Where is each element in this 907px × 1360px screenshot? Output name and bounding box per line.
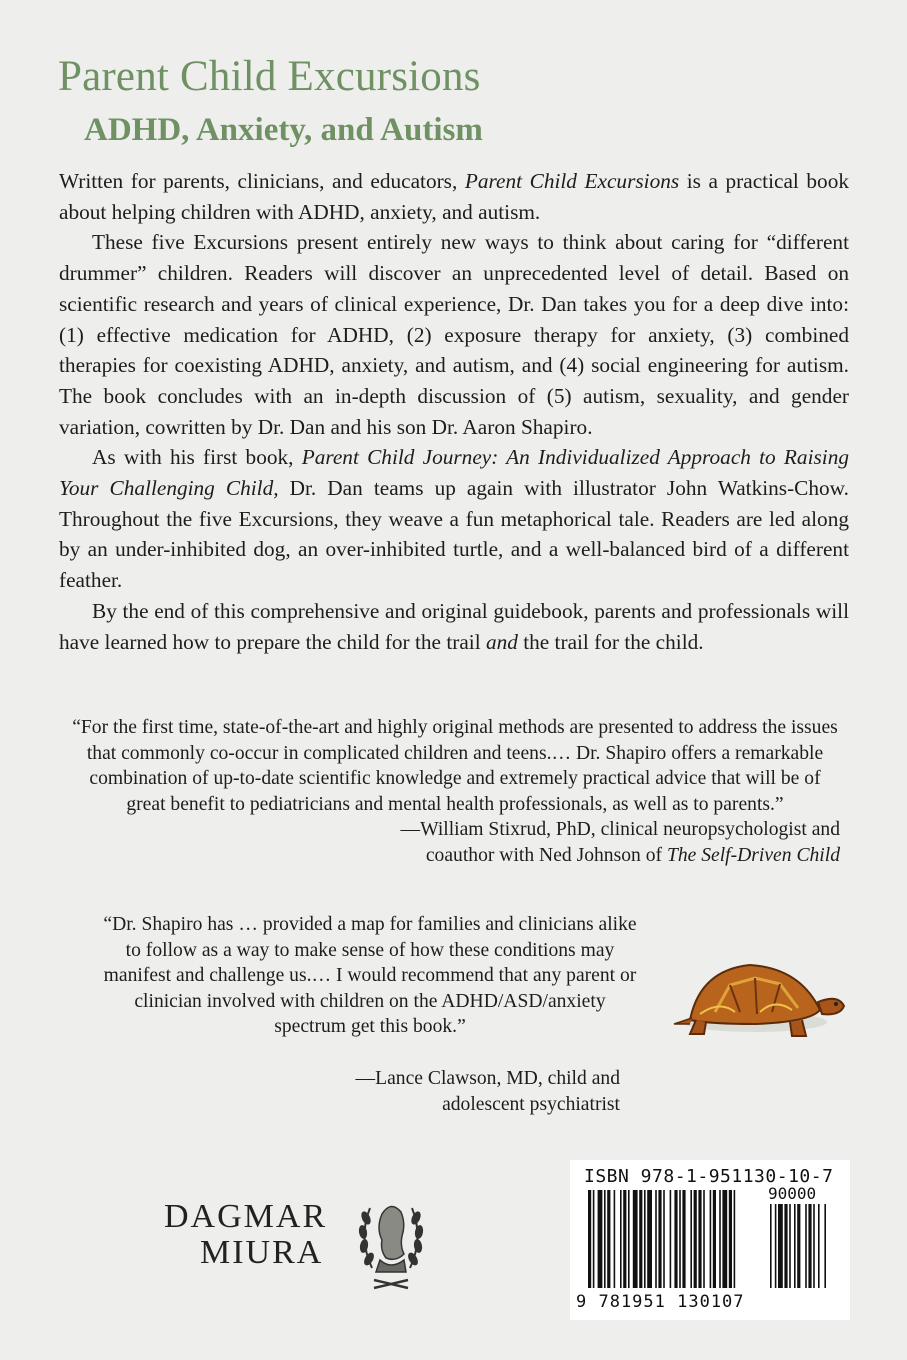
description-paragraph-4: By the end of this comprehensive and original guidebook, parents and professionals will have learned how to prepare the child for the trail and the trail for the child. xyxy=(59,598,849,654)
barcode-bar xyxy=(628,1190,630,1288)
isbn-label: ISBN 978-1-951130-10-7 xyxy=(584,1166,834,1187)
publisher-name-line-2: MIURA xyxy=(200,1234,324,1271)
barcode-bar xyxy=(770,1204,772,1288)
barcode-bar xyxy=(620,1190,622,1288)
barcode-bar xyxy=(679,1190,681,1288)
laurel-bust-icon xyxy=(356,1188,426,1292)
quote-2-attribution: —Lance Clawson, MD, child and adolescent psychiatrist xyxy=(355,1068,620,1115)
publisher-logo xyxy=(158,1184,418,1294)
barcode-bar xyxy=(808,1204,811,1288)
barcode-bar xyxy=(794,1204,796,1288)
barcode-bar xyxy=(614,1190,616,1288)
book-title: Parent Child Excursions xyxy=(58,53,481,100)
barcode-bar xyxy=(593,1190,595,1288)
barcode-bar xyxy=(690,1190,692,1288)
barcode-bar xyxy=(658,1190,661,1288)
barcode-bar xyxy=(598,1190,603,1288)
barcode-bar xyxy=(694,1190,697,1288)
description-paragraph-1: Written for parents, clinicians, and educators, Parent Child Excursions is a practical book about helping children with ADHD, anxiety, and autism. xyxy=(59,169,849,224)
barcode-bar xyxy=(644,1190,646,1288)
description-paragraph-3: As with his first book, Parent Child Journey: An Individualized Approach to Raising Your Challenging Child, Dr. Dan teams up again with illustrator John Watkins-Chow. Throughout the five Excursions, they weave a fun metaphorical tale. Readers are led along by an under-inhibited dog, an over-inhibited turtle, and a well-balanced bird of a different feather. xyxy=(59,445,849,593)
price-code: 90000 xyxy=(768,1184,817,1203)
barcode-bar xyxy=(778,1204,783,1288)
publisher-name-line-1: DAGMAR xyxy=(164,1198,328,1235)
barcode-bar xyxy=(604,1190,606,1288)
barcode-bar xyxy=(655,1190,657,1288)
barcode-bar xyxy=(824,1204,826,1288)
barcode-bar xyxy=(775,1204,777,1288)
barcode-bar xyxy=(623,1190,626,1288)
endorsement-quote-2 xyxy=(100,912,640,1040)
barcode-bar xyxy=(698,1190,701,1288)
quote-2-text: “Dr. Shapiro has … provided a map for families and clinicians alike to follow as a way to make sense of how these conditions may manifest and challenge us.… I would recommend that any parent or clinician involved with children on the ADHD/ASD/anxiety spectrum get this book.” xyxy=(103,914,637,1038)
barcode-bar xyxy=(639,1190,642,1288)
barcode-bar xyxy=(682,1190,685,1288)
barcode-bar xyxy=(588,1190,591,1288)
barcode-bar xyxy=(647,1190,652,1288)
barcode-bar xyxy=(674,1190,677,1288)
barcode-bar xyxy=(663,1190,665,1288)
barcode-bar xyxy=(633,1190,638,1288)
barcode-bar xyxy=(797,1204,800,1288)
quote-1-text: “For the first time, state-of-the-art and highly original methods are presented to address the issues that commonly co-occur in complicated children and teens.… Dr. Shapiro offers a remarkable combination of up-to-date scientific knowledge and extremely practical advice that will be of great benefit to pediatricians and mental health professionals, as well as to parents.” xyxy=(72,717,838,815)
barcode-bar xyxy=(703,1190,705,1288)
barcode-bar xyxy=(722,1190,727,1288)
barcode-bar xyxy=(789,1204,791,1288)
turtle-illustration-icon xyxy=(660,950,850,1050)
ean-digits: 9 781951 130107 xyxy=(576,1292,745,1312)
barcode-bar xyxy=(734,1190,736,1288)
barcode-bar xyxy=(813,1204,815,1288)
barcode-bar xyxy=(805,1204,807,1288)
barcode-bar xyxy=(729,1190,732,1288)
barcode-bar xyxy=(719,1190,721,1288)
quote-1-attribution: —William Stixrud, PhD, clinical neuropsychologist and coauthor with Ned Johnson of The Self-Driven Child xyxy=(400,819,840,866)
endorsement-quote-1 xyxy=(70,715,840,869)
barcode-bar xyxy=(784,1204,787,1288)
description-paragraph-2: These five Excursions present entirely new ways to think about caring for “different drummer” children. Readers will discover an unprecedented level of detail. Based on scientific research and years of clinical experience, Dr. Dan takes you for a deep dive into: (1) effective medication for ADHD, (2) exposure therapy for anxiety, (3) combined therapies for coexisting ADHD, anxiety, and autism, and (4) social engineering for autism. The book concludes with an in-depth discussion of (5) autism, sexuality, and gender variation, cowritten by Dr. Dan and his son Dr. Aaron Shapiro. xyxy=(59,230,849,439)
barcode-bar xyxy=(713,1190,716,1288)
barcode-bar xyxy=(670,1190,672,1288)
isbn-barcode xyxy=(570,1160,850,1320)
description-body xyxy=(59,166,849,657)
barcode-bar xyxy=(818,1204,820,1288)
barcode-bar xyxy=(710,1190,712,1288)
barcode-bar xyxy=(607,1190,610,1288)
book-subtitle: ADHD, Anxiety, and Autism xyxy=(84,112,483,148)
